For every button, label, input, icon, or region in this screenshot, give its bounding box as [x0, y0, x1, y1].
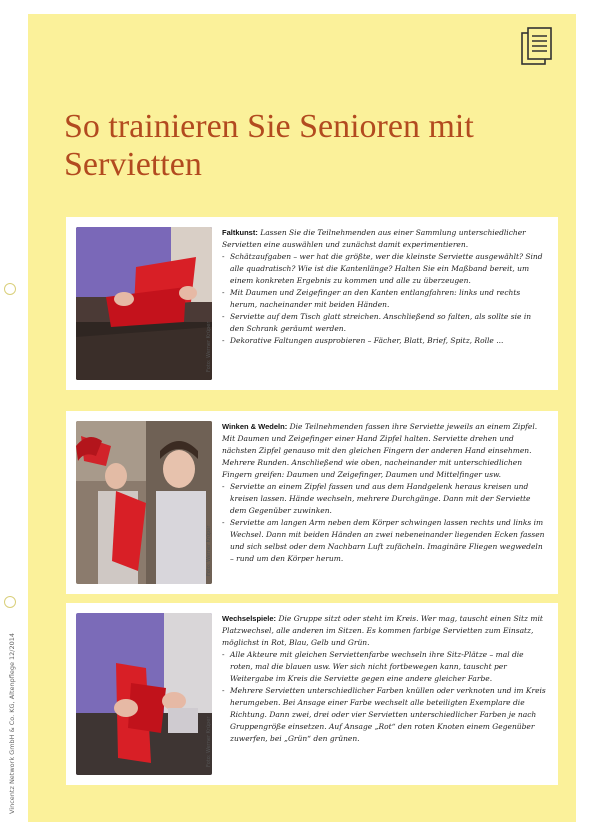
section-intro: Die Teilnehmenden fassen ihre Serviette jeweils an einem Zipfel. Mit Daumen und Zeigefinger einer Hand Zipfel halten. Serviette drehen und nächsten Zipfel genauso mit den gleichen Fingern der anderen Hand einsehmen. Mehrere Runden. Anschließend wie oben, nacheinander mit unterschiedlichen Fingern greifen: Daumen und Zeigefinger, Daumen und Mittelfinger usw. [222, 422, 538, 479]
photo-credit: Foto: Werner Krüper [206, 716, 212, 767]
document-stack-icon [520, 26, 554, 68]
section-bullets [222, 649, 546, 745]
section-text [222, 613, 546, 745]
list-item: - Alle Akteure mit gleichen Serviettenfarbe wechseln ihre Sitz-Plätze – mal die roten, mal die blauen usw. Wer sich nicht fortbewegen kann, tauscht per Weitergabe im Kreis die Serviette gegen eine andere gleicher Farbe. [222, 649, 546, 685]
section-photo [76, 227, 212, 380]
section-intro: Lassen Sie die Teilnehmenden aus einer Sammlung unterschiedlicher Servietten eine auswählen und zunächst damit experimentieren. [222, 228, 526, 249]
section-bullets [222, 481, 546, 565]
section-lead: Faltkunst: [222, 228, 258, 237]
section-lead: Winken & Wedeln: [222, 422, 288, 431]
list-item: - Schätzaufgaben – wer hat die größte, wer die kleinste Serviette ausgewählt? Sind alle quadratisch? Wie ist die Kantenlänge? Halten Sie ein Maßband bereit, um einem konkreten Ergebnis zu kommen und alle zu überzeugen. [222, 251, 546, 287]
section-text [222, 227, 546, 347]
list-item: - Mit Daumen und Zeigefinger an den Kanten entlangfahren: links und rechts herum, nacheinander mit beiden Händen. [222, 287, 546, 311]
photo-credit: Foto: Werner Krüper [206, 525, 212, 576]
list-item: - Serviette an einem Zipfel fassen und aus dem Handgelenk heraus kreisen und kreisen lassen. Hände wechseln, mehrere Durchgänge. Dann mit der Serviette dem Gegenüber zuwinken. [222, 481, 546, 517]
list-item: - Serviette auf dem Tisch glatt streichen. Anschließend so falten, als sollte sie in den Schrank geräumt werden. [222, 311, 546, 335]
page-title: So trainieren Sie Senioren mit Servietten [64, 108, 474, 183]
list-item: - Dekorative Faltungen ausprobieren – Fächer, Blatt, Brief, Spitz, Rolle ... [222, 335, 546, 347]
section-lead: Wechselspiele: [222, 614, 277, 623]
section-intro: Die Gruppe sitzt oder steht im Kreis. Wer mag, tauscht einen Sitz mit Platzwechsel, alle anderen im Sitzen. Es kommen farbige Servietten zum Einsatz, möglichst in Rot, Blau, Gelb und Grün. [222, 614, 543, 647]
punch-hole [4, 283, 16, 295]
photo-credit: Foto: Werner Krüper [206, 321, 212, 372]
section-bullets [222, 251, 546, 347]
section-text [222, 421, 546, 565]
section-photo [76, 613, 212, 775]
publisher-note: Vincentz Network GmbH & Co. KG, Altenpflege 12/2014 [8, 632, 16, 814]
section-card-wechselspiele [66, 603, 558, 785]
list-item: - Serviette am langen Arm neben dem Körper schwingen lassen rechts und links im Wechsel. Dann mit beiden Händen an zwei nebeneinander liegenden Ecken fassen und sich selbst oder dem Nachbarn Luft zufächeln. Imaginäre Fliegen wegwedeln – rund um den Körper herum. [222, 517, 546, 565]
punch-hole [4, 596, 16, 608]
section-card-winken-wedeln [66, 411, 558, 594]
section-card-faltkunst [66, 217, 558, 390]
list-item: - Mehrere Servietten unterschiedlicher Farben knüllen oder verknoten und im Kreis herumgeben. Bei Ansage einer Farbe wechselt alle beteiligten Exemplare die Richtung. Dann zwei, drei oder vier Servietten unterschiedlicher Farben je nach Gruppengröße einsetzen. Auf Ansage „Rot“ den roten Knoten einem Gegenüber zuwerfen, bei „Grün“ den grünen. [222, 685, 546, 745]
section-photo [76, 421, 212, 584]
